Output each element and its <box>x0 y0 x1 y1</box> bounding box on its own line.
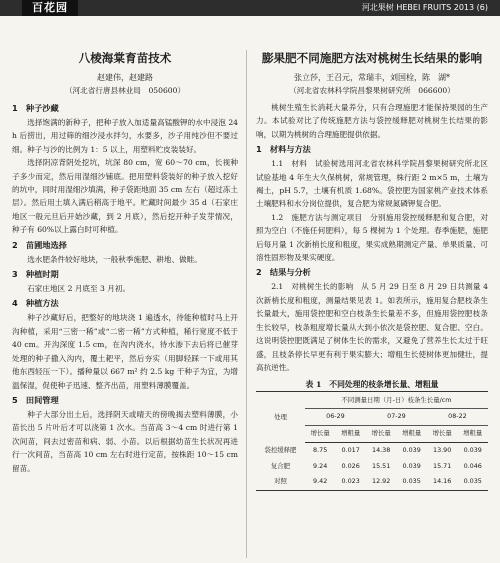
date-header: 07-29 <box>366 409 427 426</box>
paragraph: 桃树生殖生长消耗大量养分，只有合理施肥才能保持果园的生产力。本试验对比了传统施肥方法与袋控缓释肥对桃树生长结果的影响，以期为桃树的合理施肥提供依据。 <box>256 103 488 139</box>
header-bar <box>0 0 500 16</box>
table-caption: 表 1 不同处理的枝条增长量、增粗量 <box>305 380 439 390</box>
row-name: 对照 <box>256 474 305 490</box>
right-article <box>256 50 488 491</box>
table-cell: 0.026 <box>341 461 360 470</box>
section-heading: 2 结果与分析 <box>256 267 311 278</box>
table-cell: 12.92 <box>366 474 397 490</box>
table-cell: 0.017 <box>341 445 360 454</box>
table-cell: 14.38 <box>372 445 391 454</box>
table-cell: 0.046 <box>463 461 482 470</box>
date-header: 08-22 <box>427 409 488 426</box>
table-cell: 0.035 <box>396 474 427 490</box>
section-tab: 百花园 <box>22 0 78 16</box>
row-name: 袋控缓释肥 <box>264 445 297 454</box>
table-cell: 0.023 <box>335 474 366 490</box>
table-cell: 0.035 <box>457 474 488 490</box>
left-authors: 赵建伟，赵建路 <box>97 73 153 82</box>
paragraph: 选择饱满的新种子，把种子放入加适量高锰酸钾的水中浸泡 24 h 后捞出，用过筛的细沙浸水拌匀，水要多，沙子用纯沙但不要过细。种子与沙的比例为 1：5 以上，用塑料贮皮装装好。 <box>12 118 238 154</box>
section-heading: 1 种子沙藏 <box>12 103 59 113</box>
table-body <box>256 442 488 490</box>
table-row <box>256 474 488 490</box>
table-cell: 0.039 <box>402 445 421 454</box>
left-title: 八棱海棠育苗技术 <box>78 51 172 65</box>
paragraph: 种子沙藏好后，把整好的地块浇 1 遍透水，待能种植时马上开沟种植，采用“三密一稀”或“二密一稀”方式种植，稀行宽度不低于 40 cm。开沟深度 1.5 cm，在沟内浇水，待水渗下去后将已催芽处理的种子撒入沟内，覆土耙平，然后夯实（用脚轻踩一下或用其他东西轻压一下）。播种量以 667 m² 约 2.5 kg 干种子为宜，为增温保湿，促使种子迅速、整齐出苗，用塑料薄膜覆盖。 <box>12 313 238 390</box>
right-sections <box>256 142 488 374</box>
table-cell: 13.90 <box>433 445 452 454</box>
paragraph: 选水肥条件较好地块，一般秋季施肥、耕地、做畦。 <box>27 254 202 264</box>
paragraph: 石家庄地区 2 月底至 3 月初。 <box>27 284 131 294</box>
right-authors: 张立莎，王召元，常瑞丰，刘国栓，陈 湖* <box>294 73 450 82</box>
group-header: 不同测量日期（月-日）枝条生长量/cm <box>305 392 488 409</box>
section-heading: 3 种植时期 <box>12 269 59 280</box>
section-heading: 2 苗圃地选择 <box>12 239 67 250</box>
paragraph <box>256 280 488 374</box>
table-row <box>256 458 488 474</box>
subsection-heading: 2.1 对桃树生长的影响 <box>271 282 354 292</box>
paragraph <box>256 157 488 211</box>
table-row <box>256 442 488 458</box>
sub-header: 增长量 <box>305 425 336 442</box>
sub-header: 增长量 <box>366 425 397 442</box>
right-intro <box>256 101 488 141</box>
left-affiliation: （河北省行唐县林业局 050600） <box>64 86 186 95</box>
right-title: 膨果肥不同施肥方法对桃树生长结果的影响 <box>261 51 483 65</box>
table-cell: 15.51 <box>372 461 391 470</box>
paragraph-text: 试验树选用河北省农林科学院昌黎果树研究所北区试验基地 4 年生大久保桃树，常规管理，株行距 2 m×5 m，土壤为褐土，pH 5.7，土壤有机质 1.68%。袋控肥为国家桃产业技术体系土壤肥料和水分岗位提供，复合肥为常规氮磷钾复合肥。 <box>256 159 489 209</box>
table-cell: 8.75 <box>313 445 328 454</box>
subsection-heading: 1.2 施肥方法与测定项目 <box>271 212 363 222</box>
section-heading: 1 材料与方法 <box>256 144 311 155</box>
journal-info: 河北果树 HEBEI FRUITS 2013 (6) <box>361 3 488 12</box>
table-cell: 0.039 <box>463 445 482 454</box>
section-heading: 4 种植方法 <box>12 298 59 309</box>
paragraph-text: 分别施用袋控缓释肥和复合肥，对照为空白（不施任何肥料），每 5 棵树为 1 个处理。春季施肥，施肥后每月量 1 次新梢长度和粗度，果实成熟期测定产量、单果质量、可溶性固形物及果实硬度。 <box>256 212 489 263</box>
subsection-heading: 1.1 材料 <box>271 159 308 169</box>
paragraph: 选择阴凉背阴处挖坑，坑深 80 cm，宽 60～70 cm，长视种子多少而定，然后用湿细沙铺底。把用塑料袋装好的种子放入挖好的坑中，同时用湿细沙填满，种子袋距地面 35 cm 左右（超过冻土层）。然后用土填入满后稍高于地平。贮藏时间最少 35 d（石家庄地区一般元旦后开始沙藏，到 2 月底），然后挖开种子发芽情况，种子有 60%以上露白时可种植。 <box>12 158 238 235</box>
date-header: 06-29 <box>305 409 366 426</box>
paragraph <box>256 211 488 265</box>
sub-header: 增长量 <box>427 425 458 442</box>
row-header: 处理 <box>256 392 305 442</box>
section-heading: 5 田间管理 <box>12 394 59 405</box>
left-sections <box>12 101 238 475</box>
paragraph: 种子大部分出土后，选择阴天或晴天的傍晚揭去塑料薄膜，小苗长出 5 片叶后才可以浇第 1 次水。当苗高 3～4 cm 时进行第 1 次间苗，间去过密苗和病、弱、小苗。以后根据幼苗生长状况再进行一次间苗，当苗高 10 cm 左右时进行定苗，按株距 10～15 cm 留苗。 <box>12 409 238 473</box>
table-cell: 14.16 <box>427 474 458 490</box>
sub-header: 增粗量 <box>396 425 427 442</box>
table-cell: 0.039 <box>402 461 421 470</box>
table-cell: 15.71 <box>433 461 452 470</box>
row-name: 复合肥 <box>270 461 291 470</box>
table-cell: 9.42 <box>305 474 336 490</box>
sub-header: 增粗量 <box>457 425 488 442</box>
column-divider <box>246 50 247 558</box>
table-cell: 9.24 <box>313 461 328 470</box>
right-affiliation: （河北省农林科学院昌黎果树研究所 066600） <box>289 86 455 95</box>
data-table <box>256 391 488 491</box>
paragraph-text: 从 5 月 29 日至 8 月 29 日共测量 4 次新梢长度和粗度，测量结果见表 1。如表所示，施用复合肥枝条生长量最大，施用袋控肥和空白枝条生长量差不多，但施用袋控肥枝条生长较早，枝条粗度增长量从大到小依次是袋控肥、复合肥、空白。这说明袋控肥既满足了树体生长的需求，又避免了营养生长太过于旺盛，且枝条停长早更有利于果实膨大；增粗生长使树体更加健壮，提高抗逆性。 <box>256 282 489 372</box>
sub-header: 增粗量 <box>335 425 366 442</box>
left-article <box>12 50 238 475</box>
